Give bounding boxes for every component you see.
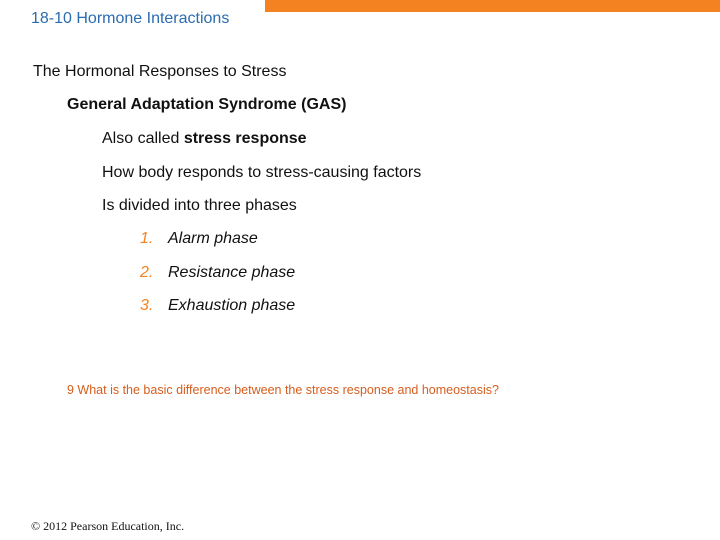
bullet-phases: Is divided into three phases xyxy=(102,197,297,214)
review-question: 9 What is the basic difference between the stress response and homeostasis? xyxy=(67,383,499,397)
phase-number: 2. xyxy=(140,264,154,281)
heading: The Hormonal Responses to Stress xyxy=(33,63,287,80)
bullet-also-called xyxy=(102,131,307,147)
phase-number: 1. xyxy=(140,230,154,247)
subheading: General Adaptation Syndrome (GAS) xyxy=(67,96,347,113)
phase-item xyxy=(140,231,258,247)
phase-item xyxy=(140,265,295,281)
phase-label: Alarm phase xyxy=(168,230,258,247)
also-called-term: stress response xyxy=(183,130,307,147)
bullet-how: How body responds to stress-causing factors xyxy=(102,164,422,181)
phase-label: Exhaustion phase xyxy=(168,297,296,314)
also-called-prefix: Also called xyxy=(102,130,184,147)
phase-label: Resistance phase xyxy=(168,264,296,281)
copyright: © 2012 Pearson Education, Inc. xyxy=(31,519,185,533)
slide-title: 18-10 Hormone Interactions xyxy=(31,10,230,27)
accent-bar xyxy=(265,0,720,12)
phase-number: 3. xyxy=(140,297,154,314)
phase-item xyxy=(140,298,295,314)
